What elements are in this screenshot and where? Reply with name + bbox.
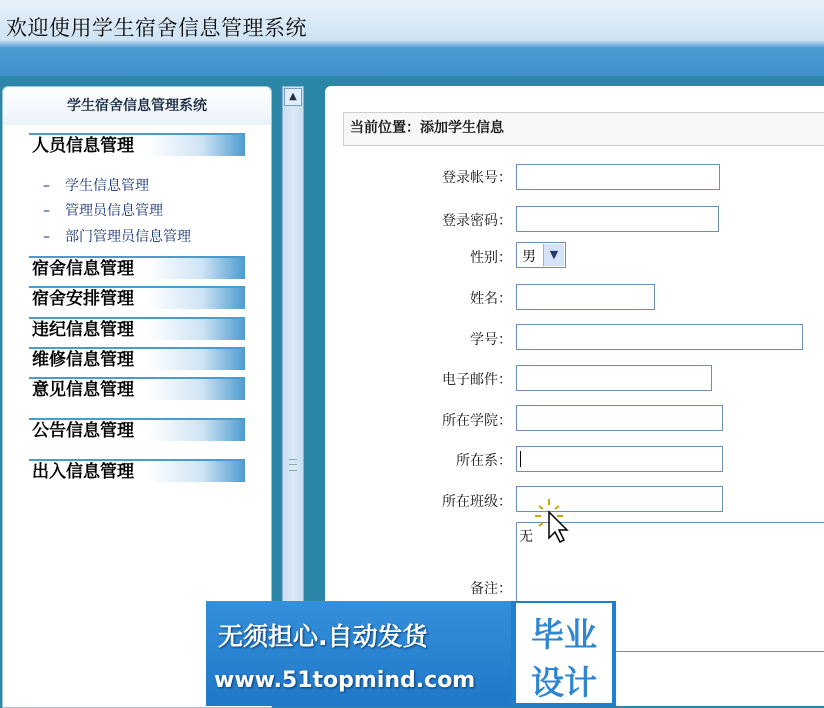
login-account-input[interactable] [516,164,720,190]
sidebar-group-dorm-arrangement[interactable]: 宿舍安排管理 [29,286,245,309]
student-id-input[interactable] [516,324,803,350]
remark-textarea[interactable]: 无 [516,522,824,652]
bullet-dash: – [43,203,50,219]
label-login-account: 登录帐号： [442,170,512,186]
watermark-slogan: 无须担心.自动发货 [218,622,428,651]
watermark-side [516,603,612,703]
breadcrumb: 当前位置：添加学生信息 [343,112,824,146]
app-header [0,0,824,76]
sidebar-item-label: 管理员信息管理 [65,203,163,219]
chevron-up-icon[interactable]: ▲ [284,88,302,106]
college-input[interactable] [516,405,723,431]
sidebar-item-admin-info[interactable] [43,200,163,220]
label-student-id: 学号： [470,332,512,348]
chevron-down-icon[interactable]: ▼ [543,244,564,266]
label-name: 姓名： [470,291,512,307]
watermark-main [206,601,511,706]
bullet-dash: – [43,178,50,194]
gender-selected-value: 男 [522,249,536,265]
watermark-side-line2: 设计 [531,663,597,702]
sidebar-group-feedback[interactable]: 意见信息管理 [29,377,245,400]
label-login-password: 登录密码： [442,213,512,229]
sidebar-group-repair[interactable]: 维修信息管理 [29,347,245,370]
watermark-url: www.51topmind.com [214,668,476,693]
login-password-input[interactable] [516,206,719,232]
label-gender: 性别： [470,250,512,266]
sidebar-group-discipline[interactable]: 违纪信息管理 [29,317,245,340]
app-title: 欢迎使用学生宿舍信息管理系统 [6,16,307,40]
sidebar-group-dorm-info[interactable]: 宿舍信息管理 [29,256,245,279]
sidebar-item-student-info[interactable] [43,175,149,195]
watermark-side-line1: 毕业 [531,615,597,654]
sidebar-item-label: 部门管理员信息管理 [65,229,191,245]
label-remark: 备注： [470,581,512,597]
label-class: 所在班级： [442,494,512,510]
gender-select[interactable] [516,242,566,268]
label-college: 所在学院： [442,413,512,429]
sidebar-group-access[interactable]: 出入信息管理 [29,459,245,482]
email-input[interactable] [516,365,712,391]
grip-icon[interactable] [289,459,297,471]
bullet-dash: – [43,229,50,245]
department-input[interactable] [516,446,723,472]
sidebar-item-label: 学生信息管理 [65,178,149,194]
watermark-banner [206,601,616,706]
label-email: 电子邮件： [442,372,512,388]
mouse-cursor-icon [527,496,577,546]
label-department: 所在系： [456,453,512,469]
sidebar-item-dept-admin-info[interactable] [43,226,191,246]
sidebar-group-personnel[interactable]: 人员信息管理 [29,133,245,156]
name-input[interactable] [516,284,655,310]
sidebar-title: 学生宿舍信息管理系统 [3,87,271,125]
sidebar-group-announcement[interactable]: 公告信息管理 [29,418,245,441]
